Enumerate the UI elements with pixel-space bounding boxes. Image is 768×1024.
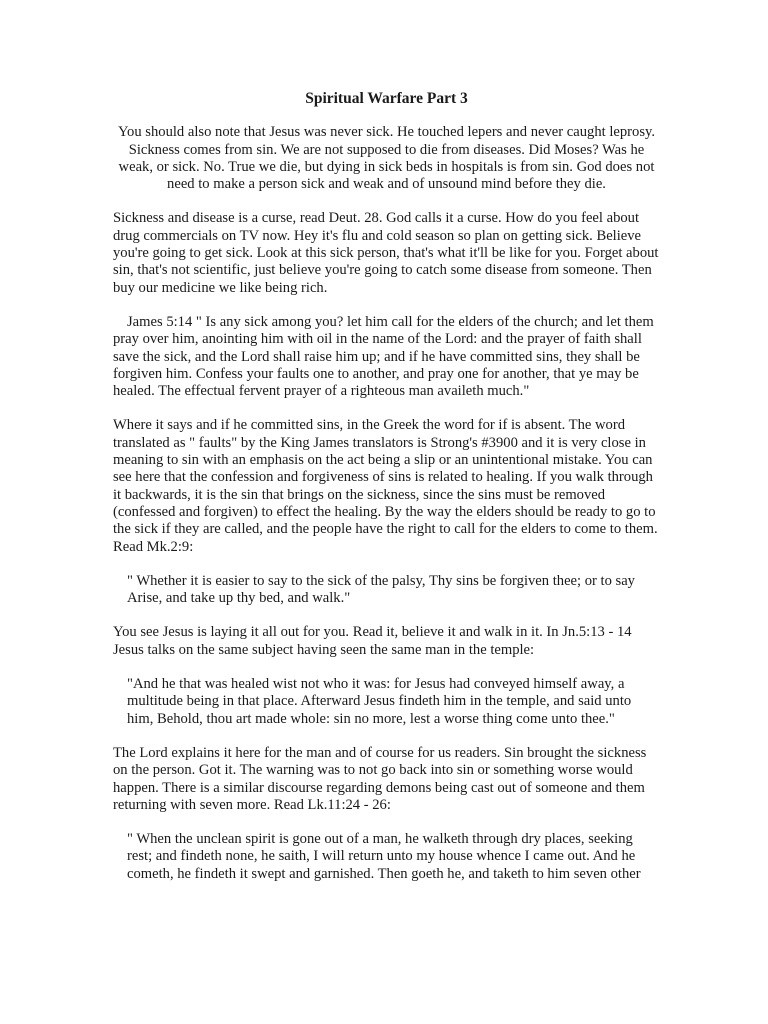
quote-james: James 5:14 " Is any sick among you? let him call for the elders of the church; and let them pray over him, anointing him with oil in the name of the Lord: and the prayer of faith shall save the sick, and the Lord shall raise him up; and if he have committed sins, they shall be forgiven him. Confess your faults one to another, and pray one for another, that ye may be healed. The effectual fervent prayer of a righteous man availeth much." — [113, 313, 654, 400]
paragraph-intro: You should also note that Jesus was never sick. He touched lepers and never caught leprosy. Sickness comes from sin. We are not supposed to die from diseases. Did Moses? Was he weak, or sick. No. True we die, but dying in sick beds in hospitals is from sin. God does not need to make a person sick and weak and of unsound mind before they die. — [117, 124, 655, 193]
paragraph-explains: The Lord explains it here for the man and of course for us readers. Sin brought the sickness on the person. Got it. The warning was to not go back into sin or something worse would happen. There is a similar discourse regarding demons being cast out of someone and them returning with seven more. Read Lk.11:24 - 26: — [113, 744, 647, 813]
paragraph-greek: Where it says and if he committed sins, in the Greek the word for if is absent. The word translated as " faults" by the King James translators is Strong's #3900 and it is very close in meaning to sin with an emphasis on the act being a slip or an unintentional mistake. You can see here that the confession and forgiveness of sins is related to healing. If you walk through it backwards, it is the sin that brings on the sickness, since the sins must be removed (confessed and forgiven) to effect the healing. By the way the elders should be ready to go to the sick if they are called, and the people have the right to call for the elders to come to them. Read Mk.2:9: — [113, 417, 658, 555]
page-title: Spiritual Warfare Part 3 — [305, 90, 468, 107]
paragraph-curse: Sickness and disease is a curse, read Deut. 28. God calls it a curse. How do you feel about drug commercials on TV now. Hey it's flu and cold season so plan on getting sick. Believe you're going to get sick. Look at this sick person, that's what it'll be like for you. Forget about sin, that's not scientific, just believe you're going to catch some disease from someone. Then buy our medicine we like being rich. — [113, 210, 659, 296]
paragraph-jesus: You see Jesus is laying it all out for you. Read it, believe it and walk in it. In Jn.5:13 - 14 Jesus talks on the same subject having seen the same man in the temple: — [113, 624, 632, 658]
document-body — [113, 90, 660, 900]
quote-mark: " Whether it is easier to say to the sick of the palsy, Thy sins be forgiven thee; or to say Arise, and take up thy bed, and walk." — [127, 572, 635, 607]
quote-john: "And he that was healed wist not who it was: for Jesus had conveyed himself away, a multitude being in that place. Afterward Jesus findeth him in the temple, and said unto him, Behold, thou art made whole: sin no more, lest a worse thing come unto thee." — [127, 676, 632, 727]
quote-luke: " When the unclean spirit is gone out of a man, he walketh through dry places, seeking rest; and findeth none, he saith, I will return unto my house whence I came out. And he cometh, he findeth it swept and garnished. Then goeth he, and taketh to him seven other — [127, 831, 641, 882]
